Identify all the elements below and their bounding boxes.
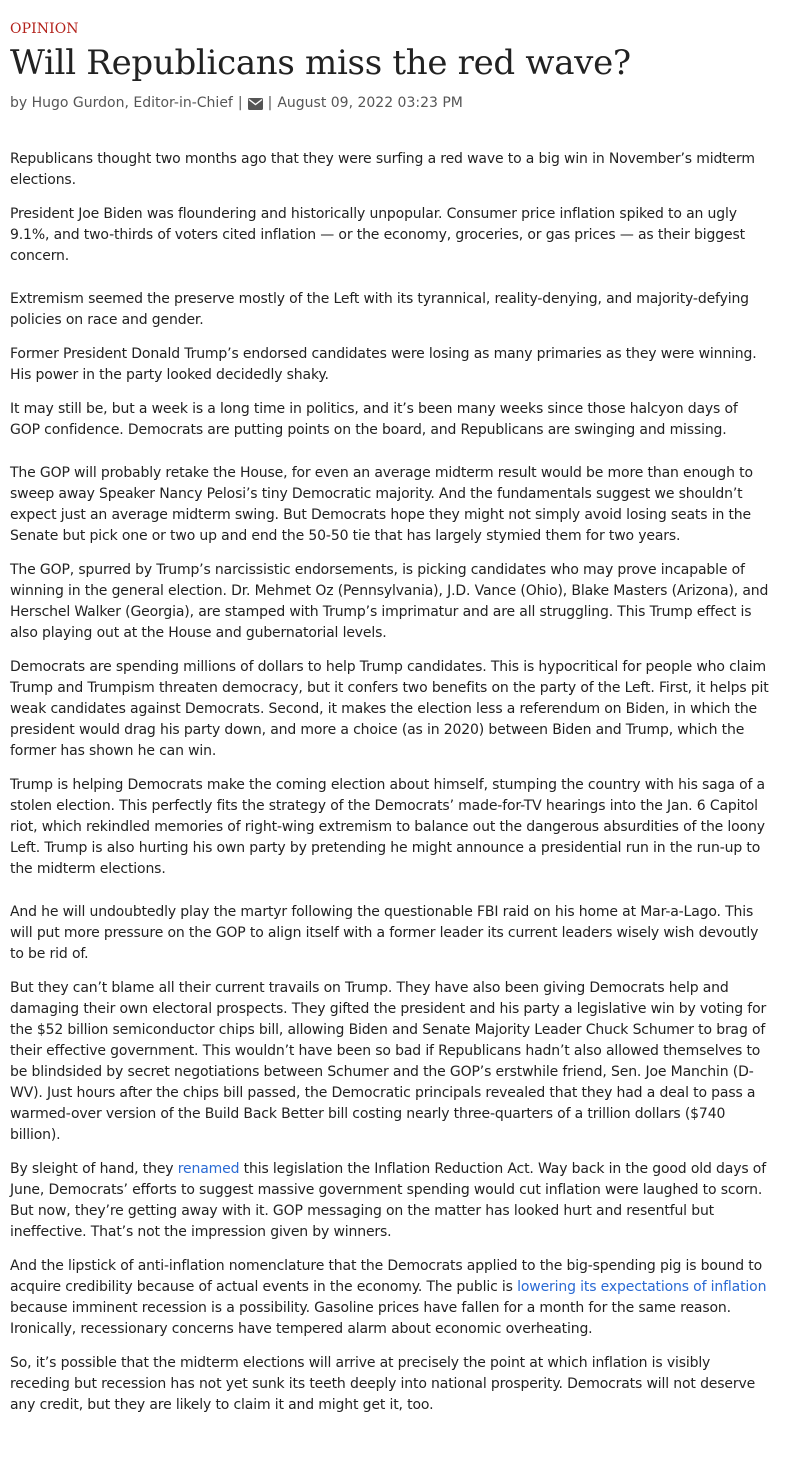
paragraph: So, it’s possible that the midterm elections will arrive at precisely the point at which inflation is visibly receding but recession has not yet sunk its teeth deeply into national prosperity. Democrats will not deserve any credit, but they are likely to claim it and might get it, too. — [10, 1355, 756, 1413]
paragraph: It may still be, but a week is a long time in politics, and it’s been many weeks since those halcyon days of GOP confidence. Democrats are putting points on the board, and Republicans are swinging and missing. — [10, 401, 738, 438]
paragraph-text: And the lipstick of anti-inflation nomenclature that the Democrats applied to the big-spending pig is bound to acquire credibility because of actual events in the economy. The public is — [10, 1258, 763, 1295]
paragraph-text: because imminent recession is a possibility. Gasoline prices have fallen for a month for the same reason. Ironically, recessionary concerns have tempered alarm about economic overheating. — [10, 1300, 731, 1337]
paragraph: Republicans thought two months ago that they were surfing a red wave to a big win in November’s midterm elections. — [10, 151, 755, 188]
paragraph-text: this legislation the Inflation Reduction Act. Way back in the good old days of June, Democrats’ efforts to suggest massive government spending would cut inflation were laughed to scorn. But now, they’re getting away with it. GOP messaging on the matter has looked hurt and resentful but ineffective. That’s not the impression given by winners. — [10, 1161, 766, 1240]
article-headline: Will Republicans miss the red wave? — [10, 43, 631, 83]
paragraph: Democrats are spending millions of dollars to help Trump candidates. This is hypocritical for people who claim Trump and Trumpism threaten democracy, but it confers two benefits on the party of the Left. First, it helps pit weak candidates against Democrats. Second, it makes the election less a referendum on Biden, in which the president would drag his party down, and more a choice (as in 2020) between Biden and Trump, which the former has shown he can win. — [10, 659, 769, 759]
renamed-link[interactable]: renamed — [177, 1161, 240, 1177]
byline-date: August 09, 2022 03:23 PM — [277, 95, 463, 111]
byline-separator: | — [237, 95, 243, 111]
byline-author[interactable]: by Hugo Gurdon, Editor-in-Chief — [10, 95, 233, 111]
paragraph: But they can’t blame all their current travails on Trump. They have also been giving Democrats help and damaging their own electoral prospects. They gifted the president and his party a legislative win by voting for the $52 billion semiconductor chips bill, allowing Biden and Senate Majority Leader Chuck Schumer to brag of their effective government. This wouldn’t have been so bad if Republicans hadn’t also allowed themselves to be blindsided by secret negotiations between Schumer and the GOP’s erstwhile friend, Sen. Joe Manchin (D-WV). Just hours after the chips bill passed, the Democratic principals revealed that they had a deal to pass a warmed-over version of the Build Back Better bill costing nearly three-quarters of a trillion dollars ($740 billion). — [10, 980, 767, 1143]
paragraph: Extremism seemed the preserve mostly of the Left with its tyrannical, reality-denying, and majority-defying policies on race and gender. — [10, 291, 749, 328]
paragraph: Former President Donald Trump’s endorsed candidates were losing as many primaries as they were winning. His power in the party looked decidedly shaky. — [10, 346, 757, 383]
paragraph-text: By sleight of hand, they — [10, 1161, 178, 1177]
section-kicker[interactable]: OPINION — [10, 21, 79, 37]
paragraph: Trump is helping Democrats make the coming election about himself, stumping the country with his saga of a stolen election. This perfectly fits the strategy of the Democrats’ made-for-TV hearings into the Jan. 6 Capitol riot, which rekindled memories of right-wing extremism to balance out the dangerous absurdities of the loony Left. Trump is also hurting his own party by pretending he might announce a presidential run in the run-up to the midterm elections. — [10, 777, 765, 877]
article-body — [10, 149, 770, 1416]
inflation-expectations-link[interactable]: lowering its expectations of inflation — [517, 1279, 767, 1295]
paragraph — [10, 1256, 770, 1340]
paragraph: President Joe Biden was floundering and historically unpopular. Consumer price inflation spiked to an ugly 9.1%, and two-thirds of voters cited inflation — or the economy, groceries, or gas prices — as their biggest concern. — [10, 206, 745, 264]
paragraph — [10, 1159, 770, 1243]
paragraph: And he will undoubtedly play the martyr following the questionable FBI raid on his home at Mar-a-Lago. This will put more pressure on the GOP to align itself with a former leader its current leaders wisely wish devoutly to be rid of. — [10, 904, 759, 962]
envelope-icon[interactable] — [248, 97, 263, 109]
byline-separator: | — [267, 95, 273, 111]
paragraph: The GOP will probably retake the House, for even an average midterm result would be more than enough to sweep away Speaker Nancy Pelosi’s tiny Democratic majority. And the fundamentals suggest we shouldn’t expect just an average midterm swing. But Democrats hope they might not simply avoid losing seats in the Senate but pick one or two up and end the 50-50 tie that has largely stymied them for two years. — [10, 465, 753, 544]
paragraph: The GOP, spurred by Trump’s narcissistic endorsements, is picking candidates who may prove incapable of winning in the general election. Dr. Mehmet Oz (Pennsylvania), J.D. Vance (Ohio), Blake Masters (Arizona), and Herschel Walker (Georgia), are stamped with Trump’s imprimatur and are all struggling. This Trump effect is also playing out at the House and gubernatorial levels. — [10, 562, 769, 641]
byline — [10, 94, 770, 112]
